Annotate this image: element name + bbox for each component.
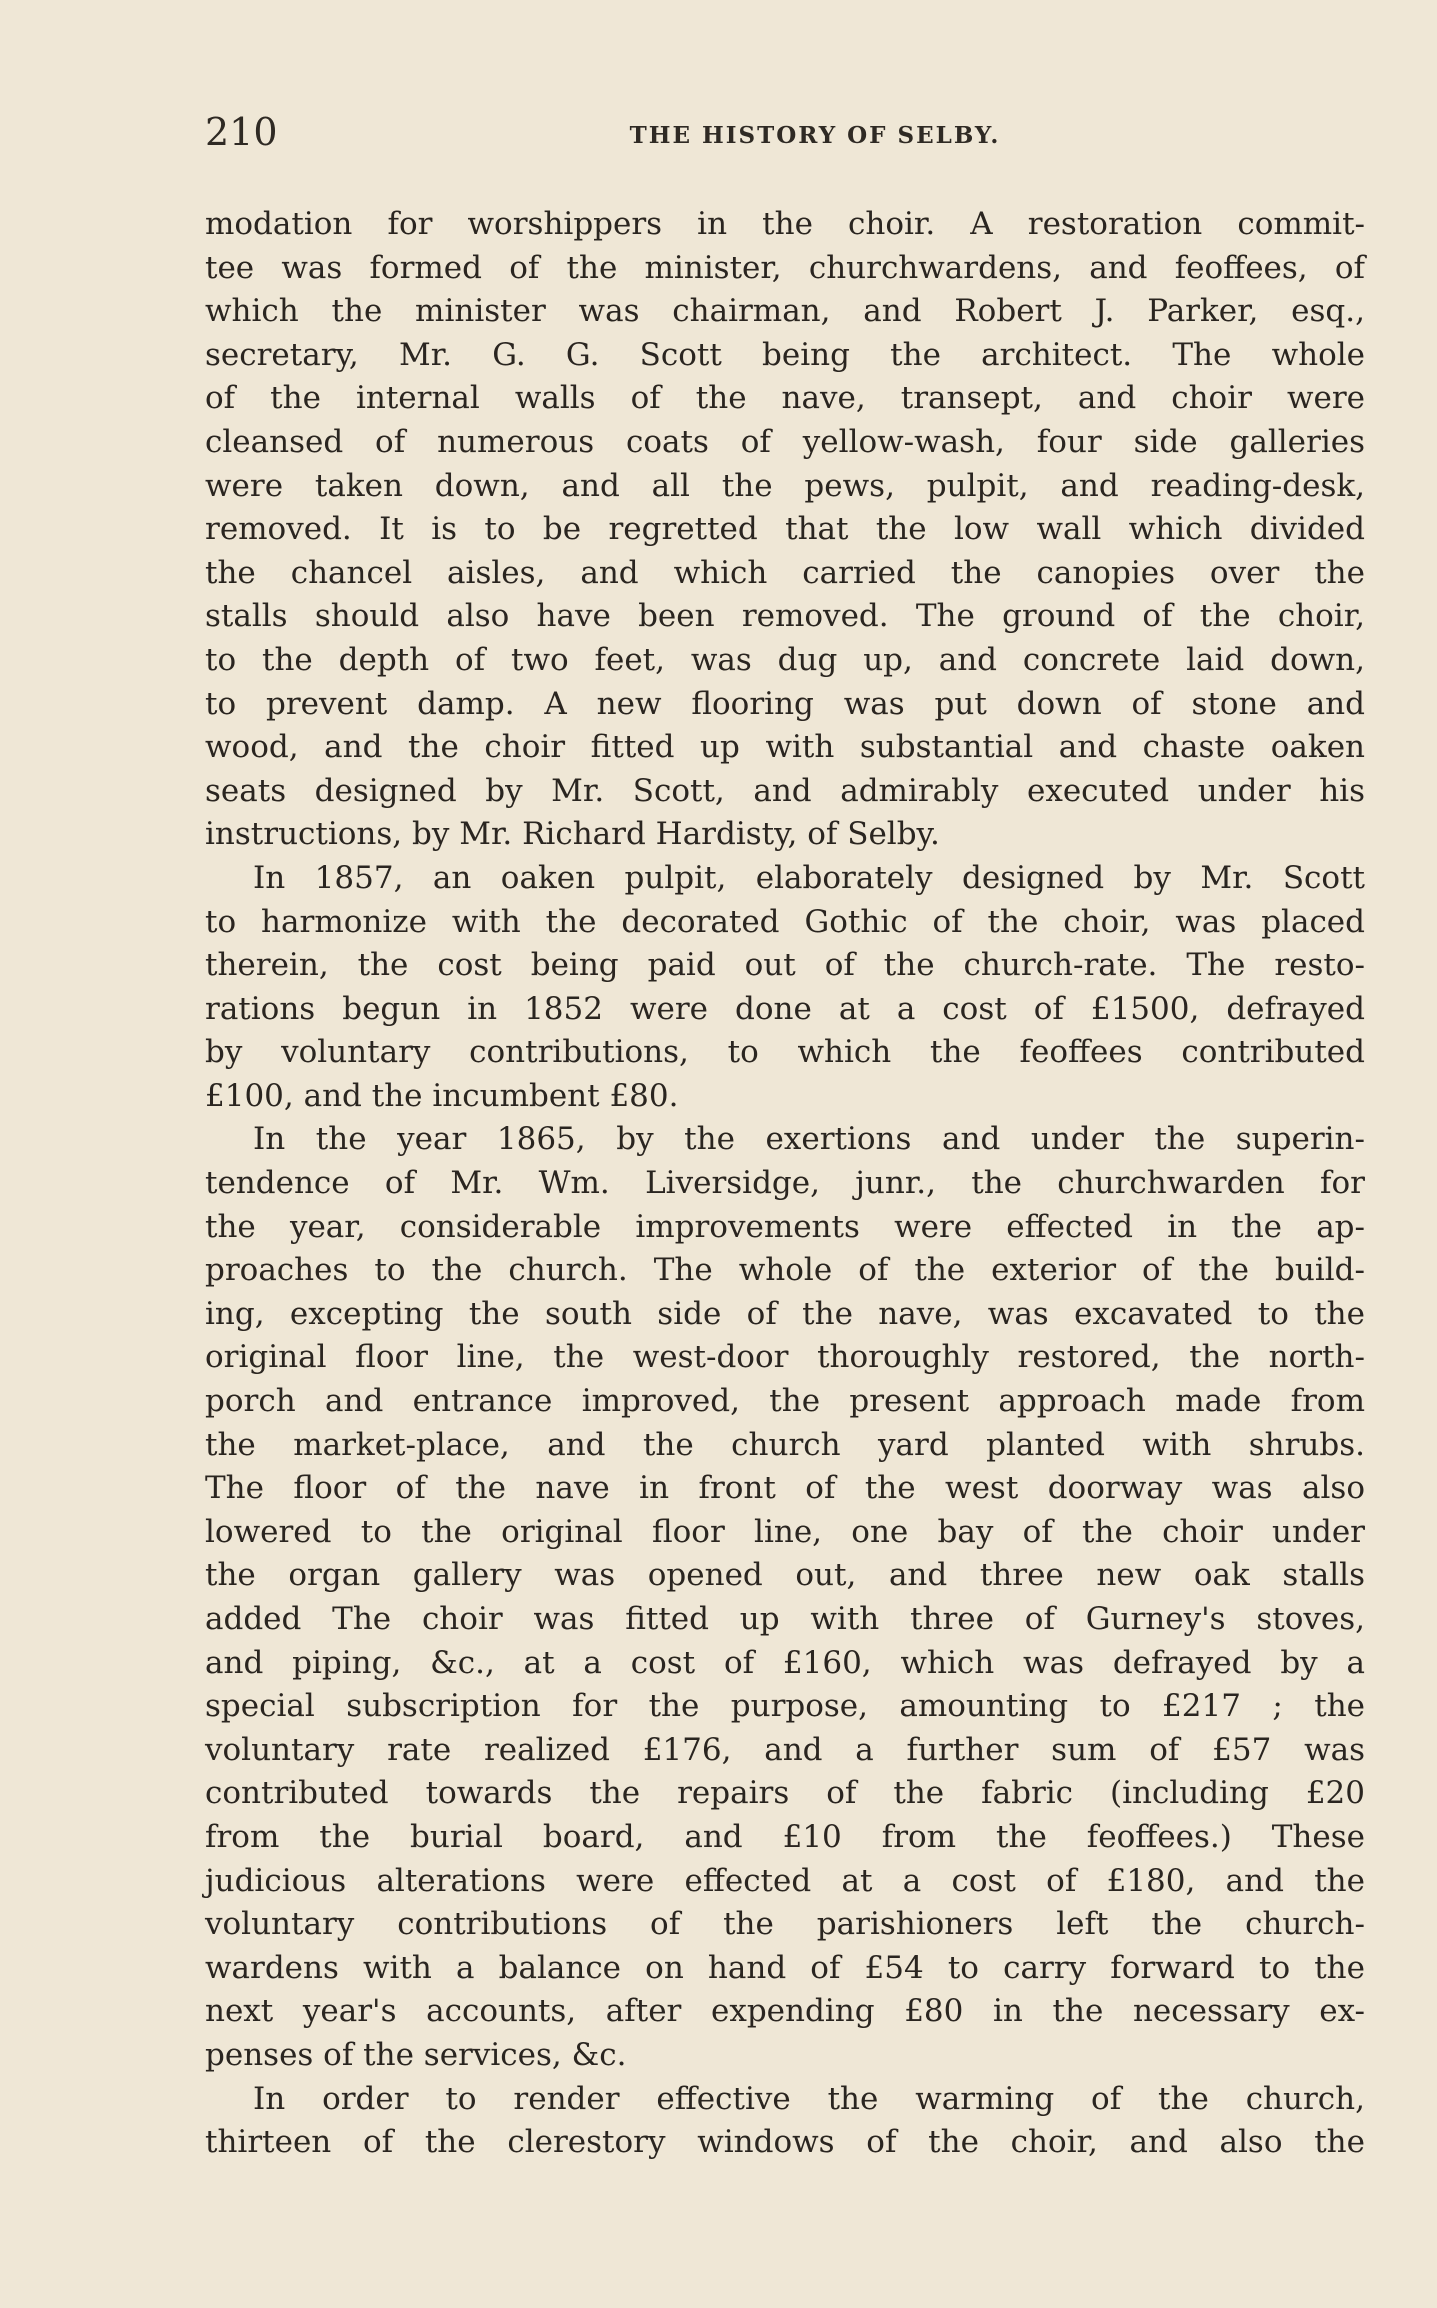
text-line: the organ gallery was opened out, and three new oak stalls bbox=[205, 1557, 1365, 1594]
text-line: stalls should also have been removed. The ground of the choir, bbox=[205, 598, 1365, 635]
text-line: removed. It is to be regretted that the low wall which divided bbox=[205, 511, 1365, 548]
text-line: added The choir was fitted up with three of Gurney's stoves, bbox=[205, 1601, 1365, 1637]
text-line: to the depth of two feet, was dug up, and concrete laid down, bbox=[205, 641, 1365, 678]
page-number: 210 bbox=[205, 110, 278, 154]
text-line: tee was formed of the minister, churchwardens, and feoffees, of bbox=[205, 249, 1365, 286]
text-line: wood, and the choir fitted up with substantial and chaste oaken bbox=[205, 729, 1365, 766]
body-text bbox=[205, 203, 1365, 2165]
text-line: penses of the services, &c. bbox=[205, 2036, 627, 2073]
running-title: THE HISTORY OF SELBY. bbox=[629, 122, 1001, 149]
text-line: of the internal walls of the nave, transept, and choir were bbox=[205, 380, 1365, 417]
text-line: ing, excepting the south side of the nave, was excavated to the bbox=[205, 1295, 1365, 1332]
text-line: cleansed of numerous coats of yellow-wash, four side galleries bbox=[205, 423, 1365, 460]
text-line: by voluntary contributions, to which the feoffees contributed bbox=[205, 1034, 1365, 1071]
text-line: secretary, Mr. G. G. Scott being the architect. The whole bbox=[205, 336, 1365, 373]
text-line: £100, and the incumbent £80. bbox=[205, 1077, 679, 1114]
text-line: the year, considerable improvements were effected in the ap- bbox=[205, 1208, 1365, 1245]
text-line: voluntary rate realized £176, and a further sum of £57 was bbox=[205, 1731, 1365, 1768]
text-line: In 1857, an oaken pulpit, elaborately designed by Mr. Scott bbox=[253, 859, 1365, 896]
text-line: therein, the cost being paid out of the church-rate. The resto- bbox=[205, 947, 1365, 984]
text-line: In the year 1865, by the exertions and under the superin- bbox=[253, 1121, 1365, 1158]
text-line: rations begun in 1852 were done at a cost of £1500, defrayed bbox=[205, 990, 1365, 1027]
text-line: modation for worshippers in the choir. A restoration commit- bbox=[205, 206, 1365, 242]
text-line: wardens with a balance on hand of £54 to carry forward to the bbox=[205, 1949, 1365, 1986]
text-line: In order to render effective the warming of the church, bbox=[253, 2080, 1365, 2117]
text-line: porch and entrance improved, the present approach made from bbox=[205, 1383, 1365, 1420]
text-line: lowered to the original floor line, one bay of the choir under bbox=[205, 1513, 1365, 1550]
text-line: from the burial board, and £10 from the feoffees.) These bbox=[205, 1818, 1365, 1855]
text-line: original floor line, the west-door thoroughly restored, the north- bbox=[205, 1339, 1365, 1376]
text-line: contributed towards the repairs of the fabric (including £20 bbox=[205, 1775, 1365, 1812]
running-head bbox=[205, 110, 1365, 160]
text-line: instructions, by Mr. Richard Hardisty, of Selby. bbox=[205, 816, 940, 853]
text-line: to prevent damp. A new flooring was put down of stone and bbox=[205, 685, 1365, 722]
text-line: to harmonize with the decorated Gothic of the choir, was placed bbox=[205, 903, 1365, 940]
text-line: were taken down, and all the pews, pulpit, and reading-desk, bbox=[205, 467, 1365, 504]
text-line: thirteen of the clerestory windows of the choir, and also the bbox=[205, 2124, 1365, 2161]
text-line: judicious alterations were effected at a cost of £180, and the bbox=[205, 1862, 1365, 1899]
text-line: and piping, &c., at a cost of £160, which was defrayed by a bbox=[205, 1644, 1365, 1681]
text-line: voluntary contributions of the parishioners left the church- bbox=[205, 1906, 1365, 1943]
text-line: The floor of the nave in front of the west doorway was also bbox=[205, 1470, 1365, 1507]
text-line: special subscription for the purpose, amounting to £217 ; the bbox=[205, 1688, 1365, 1725]
text-line: the market-place, and the church yard planted with shrubs. bbox=[205, 1426, 1365, 1463]
text-line: next year's accounts, after expending £80 in the necessary ex- bbox=[205, 1993, 1365, 2030]
text-line: proaches to the church. The whole of the exterior of the build- bbox=[205, 1252, 1365, 1289]
text-line: which the minister was chairman, and Robert J. Parker, esq., bbox=[205, 293, 1365, 330]
text-line: tendence of Mr. Wm. Liversidge, junr., the churchwarden for bbox=[205, 1165, 1365, 1202]
text-line: the chancel aisles, and which carried the canopies over the bbox=[205, 554, 1365, 591]
text-line: seats designed by Mr. Scott, and admirably executed under his bbox=[205, 772, 1365, 809]
